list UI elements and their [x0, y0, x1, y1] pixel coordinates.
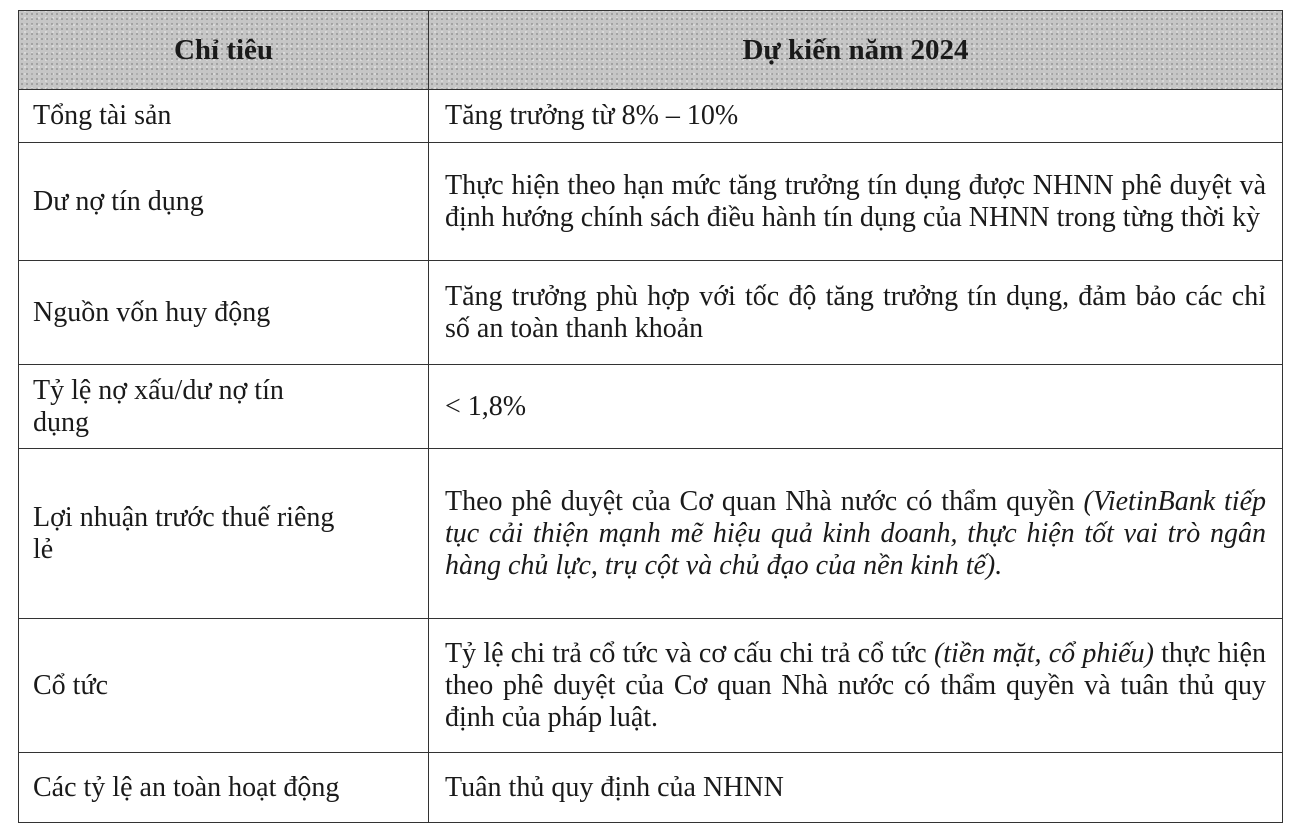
table-row	[19, 261, 1283, 365]
indicator-cell: Nguồn vốn huy động	[19, 261, 429, 365]
table-row	[19, 619, 1283, 753]
table-row	[19, 143, 1283, 261]
plan-table	[18, 10, 1283, 823]
indicator-cell	[19, 365, 429, 449]
plan-cell	[429, 619, 1283, 753]
header-indicator: Chỉ tiêu	[19, 11, 429, 90]
table-row	[19, 753, 1283, 823]
plan-note: (VietinBank tiếp tục cải thiện mạnh mẽ hiệu quả kinh doanh, thực hiện tốt vai trò ngân hàng chủ lực, trụ cột và chủ đạo của nền kinh tế).	[445, 485, 1267, 581]
plan-text-a: Tỷ lệ chi trả cổ tức và cơ cấu chi trả cổ tức	[445, 637, 927, 669]
plan-cell: Thực hiện theo hạn mức tăng trưởng tín dụng được NHNN phê duyệt và định hướng chính sách điều hành tín dụng của NHNN trong từng thời kỳ	[429, 143, 1283, 261]
header-plan-2024: Dự kiến năm 2024	[429, 11, 1283, 90]
indicator-text: Tỷ lệ nợ xấu/dư nợ tín dụng	[33, 374, 284, 438]
plan-cell: Tăng trưởng phù hợp với tốc độ tăng trưởng tín dụng, đảm bảo các chỉ số an toàn thanh khoản	[429, 261, 1283, 365]
indicator-cell	[19, 449, 429, 619]
table-row	[19, 90, 1283, 143]
plan-cell	[429, 449, 1283, 619]
table-row	[19, 449, 1283, 619]
indicator-cell: Dư nợ tín dụng	[19, 143, 429, 261]
indicator-cell: Cổ tức	[19, 619, 429, 753]
plan-cell: Tăng trưởng từ 8% – 10%	[429, 90, 1283, 143]
indicator-cell: Các tỷ lệ an toàn hoạt động	[19, 753, 429, 823]
indicator-text: Lợi nhuận trước thuế riêng lẻ	[33, 501, 335, 565]
indicator-cell: Tổng tài sản	[19, 90, 429, 143]
header-row	[19, 11, 1283, 90]
plan-text: Theo phê duyệt của Cơ quan Nhà nước có thẩm quyền	[445, 485, 1075, 517]
plan-cell: Tuân thủ quy định của NHNN	[429, 753, 1283, 823]
plan-cell: < 1,8%	[429, 365, 1283, 449]
plan-text-b: thực hiện theo phê duyệt của Cơ quan Nhà nước có thẩm quyền và tuân thủ quy định của pháp luật.	[445, 637, 1266, 733]
plan-note: (tiền mặt, cổ phiếu)	[933, 637, 1154, 669]
table-row	[19, 365, 1283, 449]
